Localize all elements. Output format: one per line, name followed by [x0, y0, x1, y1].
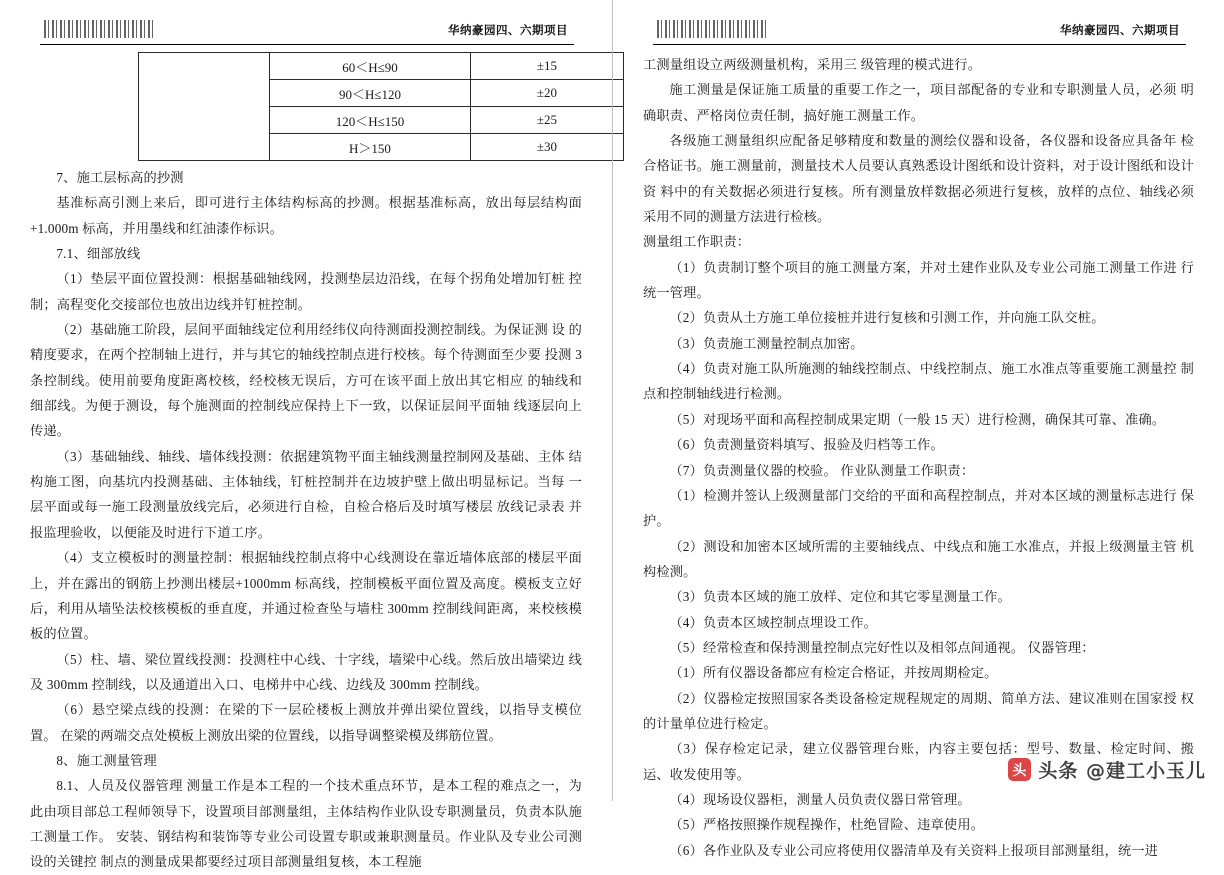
- watermark-text: 头条 @建工小玉儿: [1038, 760, 1206, 782]
- table-cell-range: 60＜H≤90: [270, 53, 471, 80]
- paragraph: （6）负责测量资料填写、报验及归档等工作。: [669, 437, 944, 453]
- paragraph: 7、施工层标高的抄测: [56, 170, 184, 185]
- paragraph: （5）严格按照操作规程操作，杜绝冒险、违章使用。: [669, 817, 985, 833]
- table-cell-tolerance: ±25: [471, 107, 624, 134]
- paragraph: 基准标高引测上来后，即可进行主体结构标高的抄测。根据基准标高，放出每层结构面+1.000m 标高，并用墨线和红油漆作标识。: [30, 195, 582, 236]
- barcode-icon: [657, 20, 767, 38]
- header-divider: [653, 44, 1186, 45]
- barcode-icon: [44, 20, 154, 38]
- paragraph: （1）垫层平面位置投测：根据基础轴线网，投测垫层边沿线，在每个拐角处增加钉桩 控制；高程变化交接部位也放出边线并钉桩控制。: [30, 271, 582, 312]
- toutiao-logo-icon: 头: [1008, 758, 1031, 781]
- paragraph: （3）负责施工测量控制点加密。: [669, 335, 864, 351]
- paragraph: （2）基础施工阶段，层间平面轴线定位利用经纬仪向待测面投测控制线。为保证测 设 的精度要求，在两个控制轴上进行，并与其它的轴线控制点进行校核。每个待测面至少要 投测 3 条控制线。使用前要角度距离校核，经校核无误后，方可在该平面上放出其它相应 的轴线和细部线。为便于测设，每个施测面的控制线应保持上下一致，以保证层间平面轴 线逐层向上传递。: [30, 322, 582, 439]
- paragraph: 工测量组设立两级测量机构，采用三 级管理的模式进行。: [643, 57, 982, 72]
- header-divider: [40, 44, 574, 45]
- paragraph: （5）柱、墙、梁位置线投测：投测柱中心线、十字线，墙梁中心线。然后放出墙梁边 线及 300mm 控制线，以及通道出入口、电梯井中心线、边线及 300mm 控制线。: [30, 651, 582, 692]
- paragraph: （4）现场设仪器柜，测量人员负责仪器日常管理。: [669, 791, 971, 807]
- paragraph: 8.1、人员及仪器管理 测量工作是本工程的一个技术重点环节，是本工程的难点之一，为此由项目部总工程师领导下，设置项目部测量组，主体结构作业队设专职测量员，负责本队施工测量工作。 安装、钢结构和装饰等专业公司设置专职或兼职测量员。作业队及专业公司测设的关键控 制点的测量成果都要经过项目部测量组复核，本工程施: [30, 778, 582, 870]
- paragraph: （3）负责本区域的施工放样、定位和其它零星测量工作。: [669, 589, 1011, 605]
- table-cell-tolerance: ±30: [471, 134, 624, 161]
- paragraph: （7）负责测量仪器的校验。 作业队测量工作职责：: [669, 462, 975, 478]
- paragraph: 7.1、细部放线: [56, 246, 141, 262]
- table-cell-range: 120＜H≤150: [270, 107, 471, 134]
- paragraph: （6）悬空梁点线的投测：在梁的下一层砼楼板上测放并弹出梁位置线，以指导支模位置。 在梁的两端交点处模板上测放出梁的位置线，以指导调整梁模及绑筋位置。: [30, 702, 582, 743]
- paragraph: 8、施工测量管理: [56, 752, 157, 768]
- header-title: 华纳豪园四、六期项目: [1060, 23, 1180, 37]
- paragraph: 施工测量是保证施工质量的重要工作之一，项目部配备的专业和专职测量人员，必须 明确职责、严格岗位责任制，搞好施工测量工作。: [643, 82, 1194, 123]
- paragraph: （4）负责对施工队所施测的轴线控制点、中线控制点、施工水准点等重要施工测量控 制点和控制轴线进行检测。: [643, 361, 1194, 402]
- document-page-left: [0, 0, 612, 870]
- header-title: 华纳豪园四、六期项目: [448, 23, 568, 37]
- table-row: [139, 53, 624, 80]
- paragraph: （3）保存检定记录，建立仪器管理台账，内容主要包括：型号、数量、检定时间、搬 运、收发使用等。: [643, 741, 1194, 782]
- right-page-body: [643, 52, 1194, 863]
- paragraph: （2）负责从土方施工单位接桩并进行复核和引测工作，并向施工队交桩。: [669, 310, 1105, 326]
- tolerance-table: [138, 52, 624, 161]
- watermark: [1008, 756, 1206, 783]
- paragraph: （4）负责本区域控制点埋设工作。: [669, 614, 877, 630]
- table-cell-tolerance: ±15: [471, 53, 624, 80]
- page-header-right: [643, 18, 1194, 52]
- table-cell-range: 90＜H≤120: [270, 80, 471, 107]
- paragraph: （1）负责制订整个项目的施工测量方案，并对土建作业队及专业公司施工测量工作进 行统一管理。: [643, 259, 1194, 301]
- paragraph: （2）仪器检定按照国家各类设备检定规程规定的周期、简单方法、建议准则在国家授 权的计量单位进行检定。: [643, 690, 1194, 731]
- paragraph: （1）所有仪器设备都应有检定合格证，并按周期检定。: [669, 665, 998, 681]
- paragraph: （6）各作业队及专业公司应将使用仪器清单及有关资料上报项目部测量组，统一进: [669, 842, 1159, 858]
- paragraph: （3）基础轴线、轴线、墙体线投测：依据建筑物平面主轴线测量控制网及基础、主体 结构施工图，向基坑内投测基础、主体轴线，钉桩控制并在边坡护壁上做出明显标记。当每 一层平面或每一施工段测量放线完后，必须进行自检，自检合格后及时填写楼层 放线记录表 并报监理验收，以便能及时进行下道工序。: [30, 448, 582, 540]
- page-header-left: [30, 18, 582, 52]
- paragraph: （4）支立模板时的测量控制：根据轴线控制点将中心线测设在靠近墙体底部的楼层平面上，并在露出的钢筋上抄测出楼层+1000mm 标高线，控制模板平面位置及高度。模板支立好后，利用从墙坠法校核模板的垂直度，并通过检查坠与墙柱 300mm 控制线间距离，来校核模板的位置。: [30, 550, 582, 642]
- paragraph: 各级施工测量组织应配备足够精度和数量的测绘仪器和设备，各仪器和设备应具备年 检合格证书。施工测量前，测量技术人员要认真熟悉设计图纸和设计资料，对于设计图纸和设计资 料中的有关数据必须进行复核。所有测量放样数据必须进行复核，放样的点位、轴线必须采用不同的测量方法进行检核。: [643, 133, 1194, 225]
- paragraph: （2）测设和加密本区域所需的主要轴线点、中线点和施工水准点，并报上级测量主管 机构检测。: [643, 538, 1194, 579]
- paragraph: （5）对现场平面和高程控制成果定期（一般 15 天）进行检测，确保其可靠、准确。: [669, 411, 1166, 427]
- paragraph: （5）经常检查和保持测量控制点完好性以及相邻点间通视。 仪器管理：: [669, 639, 1095, 655]
- table-cell-tolerance: ±20: [471, 80, 624, 107]
- table-cell-blank: [139, 53, 270, 161]
- document-page-right: [612, 0, 1224, 858]
- left-page-body: [30, 165, 582, 875]
- table-cell-range: H＞150: [270, 134, 471, 161]
- paragraph: 测量组工作职责：: [643, 234, 751, 250]
- paragraph: （1）检测并签认上级测量部门交给的平面和高程控制点，并对本区域的测量标志进行 保护。: [643, 487, 1194, 529]
